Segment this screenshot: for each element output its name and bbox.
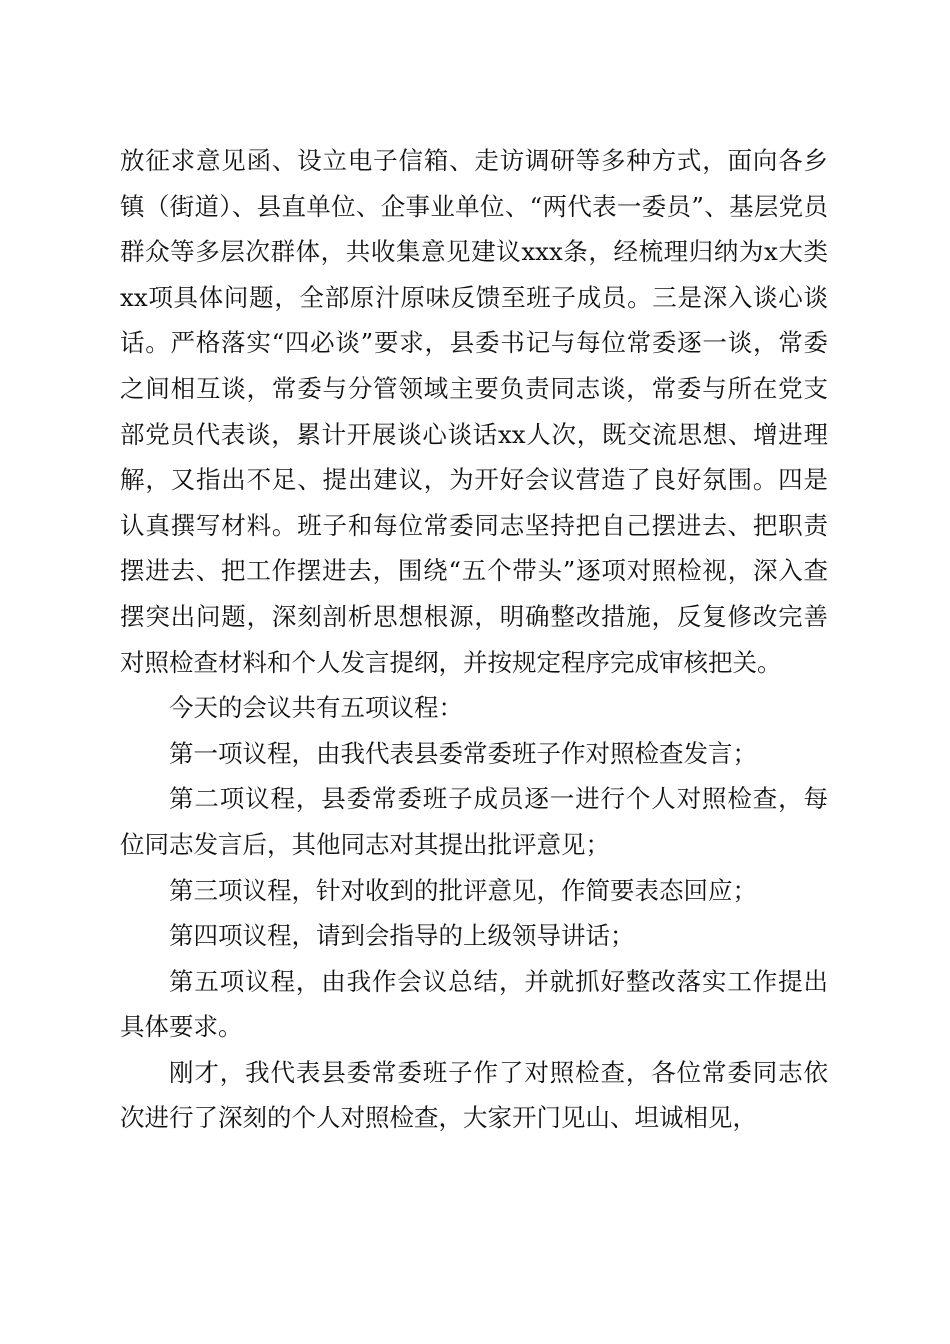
paragraph-agenda-item-1: 第一项议程，由我代表县委常委班子作对照检查发言； bbox=[169, 738, 757, 768]
document-body bbox=[120, 138, 828, 1141]
paragraph-agenda-item-5: 第五项议程，由我作会议总结，并就抓好整改落实工作提出具体要求。 bbox=[120, 966, 828, 1042]
paragraph-agenda-item-4: 第四项议程，请到会指导的上级领导讲话； bbox=[169, 921, 635, 951]
paragraph-agenda-item-2: 第二项议程，县委常委班子成员逐一进行个人对照检查，每位同志发言后，其他同志对其提出批评意见； bbox=[120, 784, 828, 859]
paragraph-agenda-intro: 今天的会议共有五项议程： bbox=[169, 693, 463, 723]
paragraph-agenda-item-3: 第三项议程，针对收到的批评意见，作简要表态回应； bbox=[169, 875, 757, 905]
paragraph-summary: 刚才，我代表县委常委班子作了对照检查，各位常委同志依次进行了深刻的个人对照检查，大家开门见山、坦诚相见， bbox=[120, 1057, 828, 1133]
paragraph-continuation: 放征求意见函、设立电子信箱、走访调研等多种方式，面向各乡镇（街道）、县直单位、企事业单位、“两代表一委员”、基层党员群众等多层次群体，共收集意见建议xxx条，经梳理归纳为x大类xx项具体问题，全部原汁原味反馈至班子成员。三是深入谈心谈话。严格落实“四必谈”要求，县委书记与每位常委逐一谈，常委之间相互谈，常委与分管领域主要负责同志谈，常委与所在党支部党员代表谈，累计开展谈心谈话xx人次，既交流思想、增进理解，又指出不足、提出建议，为开好会议营造了良好氛围。四是认真撰写材料。班子和每位常委同志坚持把自己摆进去、把职责摆进去、把工作摆进去，围绕“五个带头”逐项对照检视，深入查摆突出问题，深刻剖析思想根源，明确整改措施，反复修改完善对照检查材料和个人发言提纲，并按规定程序完成审核把关。 bbox=[120, 146, 828, 677]
